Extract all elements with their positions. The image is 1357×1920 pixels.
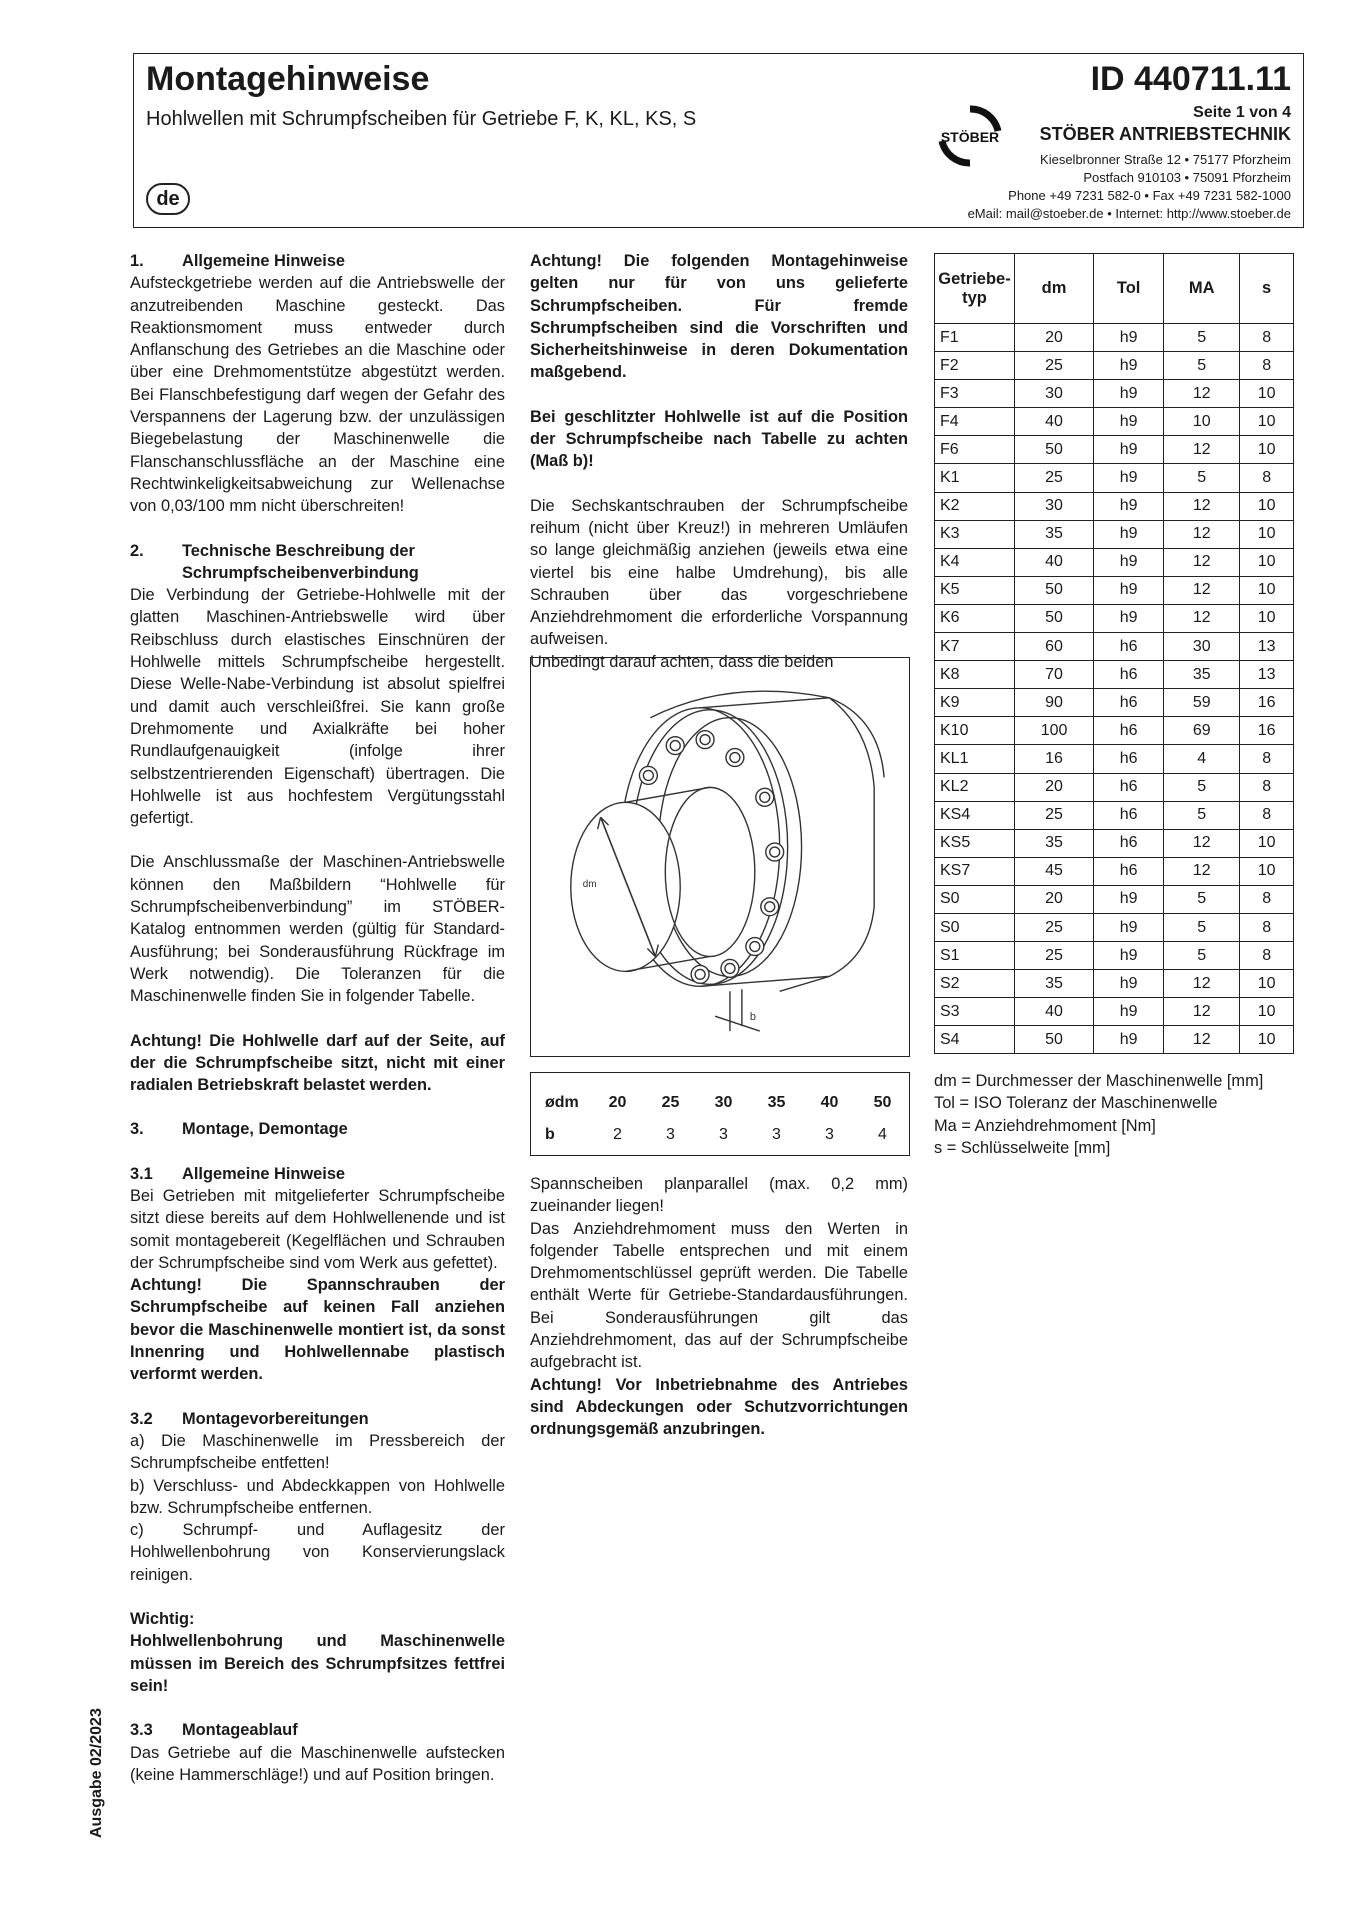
table-row	[935, 408, 1294, 436]
table-cell: 40	[820, 1094, 839, 1111]
table-cell: 50	[1015, 436, 1094, 464]
section-number: 2.	[130, 541, 144, 560]
table-cell: F1	[935, 324, 1015, 352]
section-3-2-heading	[130, 1408, 505, 1430]
language-badge: de	[146, 183, 190, 215]
email-line: eMail: mail@stoeber.de • Internet: http://www.stoeber.de	[967, 206, 1291, 221]
table-cell: 12	[1164, 857, 1240, 885]
section-1-text: Aufsteckgetriebe werden auf die Antriebswelle der anzutreibenden Maschine gesteckt. Das Reaktionsmoment muss entweder durch Anflanschung des Getriebes an die Maschine oder über eine Drehmomentstütze abgestützt werden. Bei Flanschbefestigung darf wegen der Gefahr des Verspannens der Lagerung bzw. der unzulässigen Biegebelastung der Maschinenwelle die Flanschanschlussfläche an der Maschine eine Rechtwinkeligkeitsabweichung zur Wellenachse von 0,03/100 mm nicht überschreiten!	[130, 274, 505, 516]
section-2-text: Die Verbindung der Getriebe-Hohlwelle mit der glatten Maschinen-Antriebswelle wird über Reibschluss durch elastisches Einschnüren der Hohlwelle mittels Schrumpfscheibe hergestellt. Diese Welle-Nabe-Verbindung ist absolut spielfrei und damit auch verschleißfrei. Sie kann große Drehmomente und Axialkräfte bei hoher Rundlaufgenauigkeit (infolge ihrer selbstzentrierenden Eigenschaft) übertragen. Die Hohlwelle ist aus hochfestem Vergütungsstahl gefertigt.	[130, 586, 505, 828]
table-cell: K8	[935, 661, 1015, 689]
table-row	[935, 520, 1294, 548]
table-cell: h6	[1094, 689, 1164, 717]
table-cell: KS7	[935, 857, 1015, 885]
table-cell: 20	[1015, 324, 1094, 352]
table-cell: h9	[1094, 1026, 1164, 1054]
table-cell: 10	[1240, 998, 1294, 1026]
important-title: Wichtig:	[130, 1610, 195, 1629]
table-row	[935, 773, 1294, 801]
section-number: 1.	[130, 252, 144, 270]
table-cell: 30	[1015, 492, 1094, 520]
table-cell: 12	[1164, 970, 1240, 998]
section-title: Allgemeine Hinweise	[182, 252, 346, 270]
table-cell: 3	[666, 1126, 675, 1143]
table-row	[935, 604, 1294, 632]
table-row	[935, 970, 1294, 998]
table-cell: 20	[608, 1094, 627, 1111]
table-cell: 13	[1240, 633, 1294, 661]
table-cell: h6	[1094, 801, 1164, 829]
table-cell: 8	[1240, 324, 1294, 352]
column-header-dm: dm	[1015, 254, 1094, 324]
table-cell: 25	[1015, 352, 1094, 380]
plane-parallel-note: Spannscheiben planparallel (max. 0,2 mm) zueinander liegen!	[530, 1175, 908, 1216]
table-cell: h6	[1094, 829, 1164, 857]
company-name: STÖBER ANTRIEBSTECHNIK	[1039, 124, 1291, 144]
table-cell: h9	[1094, 998, 1164, 1026]
legend-dm: dm = Durchmesser der Maschinenwelle [mm]	[934, 1072, 1264, 1090]
table-cell: 16	[1240, 717, 1294, 745]
section-3-heading	[130, 1118, 505, 1140]
document-title: Montagehinweise	[146, 60, 430, 98]
legend-s: s = Schlüsselweite [mm]	[934, 1138, 1111, 1157]
table-cell: 16	[1240, 689, 1294, 717]
table-cell: 50	[1015, 604, 1094, 632]
table-row	[935, 633, 1294, 661]
table-cell: KL1	[935, 745, 1015, 773]
table-cell: 25	[661, 1094, 680, 1111]
table-row	[935, 464, 1294, 492]
section-3-1-heading	[130, 1163, 505, 1185]
table-row	[935, 745, 1294, 773]
table-cell: K1	[935, 464, 1015, 492]
preparation-step-c: c) Schrumpf- und Auflagesitz der Hohlwellenbohrung von Konservierungslack reinigen.	[130, 1521, 505, 1584]
slotted-shaft-warning: Bei geschlitzter Hohlwelle ist auf die Position der Schrumpfscheibe nach Tabelle zu achten (Maß b)!	[530, 407, 908, 471]
section-2-heading	[130, 540, 505, 585]
table-cell: F2	[935, 352, 1015, 380]
table-cell: 25	[1015, 801, 1094, 829]
table-cell: 20	[1015, 885, 1094, 913]
table-cell: 8	[1240, 801, 1294, 829]
table-row	[935, 661, 1294, 689]
section-3-3-text: Das Getriebe auf die Maschinenwelle aufstecken (keine Hammerschläge!) und auf Position bringen.	[130, 1743, 505, 1784]
table-cell: K4	[935, 548, 1015, 576]
position-b-table-box	[530, 1072, 910, 1156]
table-cell: 100	[1015, 717, 1094, 745]
table-cell: 8	[1240, 773, 1294, 801]
table-row	[935, 352, 1294, 380]
table-cell: h6	[1094, 661, 1164, 689]
table-cell: 35	[767, 1094, 786, 1111]
middle-column	[530, 250, 908, 673]
table-cell: 12	[1164, 998, 1240, 1026]
table-row	[935, 829, 1294, 857]
stober-logo	[934, 101, 1006, 171]
table-cell: K9	[935, 689, 1015, 717]
table-row	[935, 857, 1294, 885]
table-cell: 30	[1164, 633, 1240, 661]
shrink-disc-drawing	[530, 657, 910, 1057]
table-cell: 45	[1015, 857, 1094, 885]
table-row	[935, 1026, 1294, 1054]
table-row	[935, 576, 1294, 604]
edition-label: Ausgabe 02/2023	[88, 1708, 105, 1838]
table-cell: h9	[1094, 352, 1164, 380]
middle-column-continued	[530, 1173, 908, 1441]
table-cell: 5	[1164, 885, 1240, 913]
table-row	[935, 380, 1294, 408]
table-cell: h9	[1094, 464, 1164, 492]
table-cell: 8	[1240, 352, 1294, 380]
table-row	[935, 324, 1294, 352]
legend-ma: Ma = Anziehdrehmoment [Nm]	[934, 1116, 1156, 1135]
shrink-disc-illustration	[531, 658, 909, 1056]
table-cell: h9	[1094, 576, 1164, 604]
table-cell: 8	[1240, 464, 1294, 492]
table-cell: 2	[613, 1126, 622, 1143]
table-cell: 3	[772, 1126, 781, 1143]
table-cell: S1	[935, 942, 1015, 970]
table-cell: S2	[935, 970, 1015, 998]
preparation-step-a: a) Die Maschinenwelle im Pressbereich der Schrumpfscheibe entfetten!	[130, 1431, 505, 1473]
table-cell: 35	[1015, 520, 1094, 548]
table-row	[935, 913, 1294, 941]
table-cell: 5	[1164, 464, 1240, 492]
table-cell: S3	[935, 998, 1015, 1026]
table-cell: h6	[1094, 633, 1164, 661]
table-cell: h9	[1094, 548, 1164, 576]
table-cell: 16	[1015, 745, 1094, 773]
section-2-text-connection: Die Anschlussmaße der Maschinen-Antriebswelle können den Maßbildern “Hohlwelle für Schrumpfscheibenverbindung” im STÖBER-Katalog entnommen werden (gültig für Standard-Ausführung; bei Sonderausführung Rückfrage im Werk notwendig). Die Toleranzen für die Maschinenwelle finden Sie in folgender Tabelle.	[130, 853, 505, 1006]
table-cell: S0	[935, 913, 1015, 941]
table-cell: 25	[1015, 942, 1094, 970]
table-cell: K3	[935, 520, 1015, 548]
tightening-instructions: Die Sechskantschrauben der Schrumpfscheibe reihum (nicht über Kreuz!) in mehreren Umläufen so lange gleichmäßig anziehen (jeweils etwa eine viertel bis eine halbe Umdrehung), bis alle Schrauben über das vorgeschriebene Anziehdrehmoment die erforderliche Vorspannung aufweisen.	[530, 496, 908, 649]
table-cell: 5	[1164, 942, 1240, 970]
table-cell: 8	[1240, 885, 1294, 913]
table-cell: 40	[1015, 998, 1094, 1026]
section-1-heading	[130, 250, 505, 272]
section-title: Technische Beschreibung der Schrumpfscheibenverbindung	[182, 541, 419, 582]
section-2-warning: Achtung! Die Hohlwelle darf auf der Seite, auf der die Schrumpfscheibe sitzt, nicht mit einer radialen Betriebskraft belastet werden.	[130, 1031, 505, 1095]
table-cell: 4	[878, 1126, 887, 1143]
table-cell: 10	[1240, 576, 1294, 604]
table-header-row	[935, 254, 1294, 324]
table-cell: 35	[1164, 661, 1240, 689]
table-cell: 10	[1240, 1026, 1294, 1054]
table-cell: h9	[1094, 604, 1164, 632]
position-b-table	[531, 1087, 909, 1151]
table-row	[531, 1119, 909, 1151]
document-subtitle: Hohlwellen mit Schrumpfscheiben für Getriebe F, K, KL, KS, S	[146, 108, 697, 130]
b-dimension-label: b	[749, 1011, 756, 1024]
table-cell: h9	[1094, 408, 1164, 436]
table-cell: 12	[1164, 520, 1240, 548]
section-number: 3.	[130, 1120, 144, 1139]
table-cell: 10	[1240, 604, 1294, 632]
table-cell: 10	[1240, 520, 1294, 548]
table-cell: 12	[1164, 1026, 1240, 1054]
table-cell: 10	[1240, 548, 1294, 576]
section-number: 3.2	[130, 1409, 153, 1428]
table-cell: 10	[1240, 970, 1294, 998]
table-cell: F3	[935, 380, 1015, 408]
table-cell: 3	[825, 1126, 834, 1143]
table-row	[935, 436, 1294, 464]
document-id: ID 440711.11	[1090, 60, 1291, 98]
table-cell: 10	[1240, 436, 1294, 464]
column-header-tol: Tol	[1094, 254, 1164, 324]
table-cell: h9	[1094, 913, 1164, 941]
section-title: Allgemeine Hinweise	[182, 1164, 346, 1183]
table-row	[935, 689, 1294, 717]
table-cell: h6	[1094, 773, 1164, 801]
section-title: Montage, Demontage	[182, 1120, 348, 1139]
table-cell: 25	[1015, 913, 1094, 941]
table-cell: F4	[935, 408, 1015, 436]
column-header-type: Getriebe-typ	[935, 254, 1015, 324]
table-cell: 70	[1015, 661, 1094, 689]
table-row	[935, 998, 1294, 1026]
table-row	[935, 548, 1294, 576]
table-cell: KS4	[935, 801, 1015, 829]
table-cell: 5	[1164, 801, 1240, 829]
table-cell: 10	[1240, 380, 1294, 408]
table-row	[935, 801, 1294, 829]
table-cell: 50	[1015, 576, 1094, 604]
table-cell: 30	[1015, 380, 1094, 408]
table-cell: S0	[935, 885, 1015, 913]
section-3-1-warning: Achtung! Die Spannschrauben der Schrumpfscheibe auf keinen Fall anziehen bevor die Maschinenwelle montiert ist, da sonst Innenring und Hohlwellennabe plastisch verformt werden.	[130, 1276, 505, 1384]
table-cell: 8	[1240, 745, 1294, 773]
table-cell: 25	[1015, 464, 1094, 492]
table-cell: 35	[1015, 970, 1094, 998]
left-column	[130, 250, 505, 1808]
table-cell: 10	[1240, 829, 1294, 857]
column-header-ma: MA	[1164, 254, 1240, 324]
document-header	[133, 53, 1304, 228]
table-row	[531, 1087, 909, 1119]
table-cell: h9	[1094, 885, 1164, 913]
torque-instructions: Das Anziehdrehmoment muss den Werten in folgender Tabelle entsprechen und mit einem Drehmomentschlüssel geprüft werden. Die Tabelle enthält Werte für Getriebe-Standardausführungen. Bei Sonderausführungen gilt das Anziehdrehmoment, das auf der Schrumpfscheibe aufgebracht ist.	[530, 1219, 908, 1372]
table-cell: 12	[1164, 436, 1240, 464]
table-cell: h9	[1094, 324, 1164, 352]
section-3-3-heading	[130, 1719, 505, 1741]
page-indicator: Seite 1 von 4	[1193, 104, 1291, 121]
section-number: 3.3	[130, 1721, 153, 1740]
table-cell: 50	[1015, 1026, 1094, 1054]
table-cell: 3	[719, 1126, 728, 1143]
table-cell: 8	[1240, 913, 1294, 941]
table-cell: 60	[1015, 633, 1094, 661]
table-cell: h9	[1094, 970, 1164, 998]
column-header-s: s	[1240, 254, 1294, 324]
table-cell: 12	[1164, 604, 1240, 632]
commissioning-warning: Achtung! Vor Inbetriebnahme des Antriebes sind Abdeckungen oder Schutzvorrichtungen ordnungsgemäß anzubringen.	[530, 1375, 908, 1439]
table-cell: 40	[1015, 548, 1094, 576]
table-cell: 5	[1164, 773, 1240, 801]
table-cell: 10	[1240, 857, 1294, 885]
table-cell: K2	[935, 492, 1015, 520]
table-cell: h6	[1094, 745, 1164, 773]
preparation-step-b: b) Verschluss- und Abdeckkappen von Hohlwelle bzw. Schrumpfscheibe entfernen.	[130, 1476, 505, 1517]
address-line: Kieselbronner Straße 12 • 75177 Pforzheim	[1040, 152, 1291, 167]
section-number: 3.1	[130, 1164, 153, 1183]
table-cell: 10	[1164, 408, 1240, 436]
table-cell: KS5	[935, 829, 1015, 857]
table-cell: 12	[1164, 380, 1240, 408]
table-cell: 12	[1164, 492, 1240, 520]
gearbox-specification-table	[934, 253, 1294, 1054]
table-cell: h9	[1094, 380, 1164, 408]
table-cell: 5	[1164, 913, 1240, 941]
table-body	[935, 324, 1294, 1054]
table-cell: S4	[935, 1026, 1015, 1054]
table-cell: h9	[1094, 436, 1164, 464]
table-cell: 40	[1015, 408, 1094, 436]
table-row	[935, 942, 1294, 970]
postbox-line: Postfach 910103 • 75091 Pforzheim	[1083, 170, 1291, 185]
table-cell: h9	[1094, 942, 1164, 970]
table-cell: F6	[935, 436, 1015, 464]
table-cell: 69	[1164, 717, 1240, 745]
table-cell: 4	[1164, 745, 1240, 773]
legend-tol: Tol = ISO Toleranz der Maschinenwelle	[934, 1094, 1218, 1113]
table-cell: h6	[1094, 857, 1164, 885]
table-cell: 10	[1240, 408, 1294, 436]
table-legend	[934, 1070, 1263, 1159]
table-cell: 59	[1164, 689, 1240, 717]
table-cell: 8	[1240, 942, 1294, 970]
table-cell: h6	[1094, 717, 1164, 745]
section-title: Montageablauf	[182, 1721, 298, 1740]
table-cell: 20	[1015, 773, 1094, 801]
table-row	[935, 885, 1294, 913]
table-cell: h9	[1094, 492, 1164, 520]
table-cell: 12	[1164, 548, 1240, 576]
table-cell: h9	[1094, 520, 1164, 548]
table-row	[935, 492, 1294, 520]
table-cell: 10	[1240, 492, 1294, 520]
dm-dimension-label: dm	[582, 878, 597, 890]
table-row	[935, 717, 1294, 745]
table-cell: 50	[873, 1094, 892, 1111]
table-cell: K7	[935, 633, 1015, 661]
table-cell: K5	[935, 576, 1015, 604]
section-3-1-text: Bei Getrieben mit mitgelieferter Schrumpfscheibe sitzt diese bereits auf dem Hohlwellenende und ist somit montagebereit (Kegelflächen und Schrauben der Schrumpfscheibe sind vom Werk aus gefettet).	[130, 1186, 505, 1272]
table-cell: 90	[1015, 689, 1094, 717]
important-text: Hohlwellenbohrung und Maschinenwelle müssen im Bereich des Schrumpfsitzes fettfrei sein!	[130, 1632, 505, 1695]
tightening-note-start: Unbedingt darauf achten, dass die beiden	[530, 652, 834, 671]
table-cell: b	[545, 1126, 555, 1143]
phone-line: Phone +49 7231 582-0 • Fax +49 7231 582-1000	[1008, 188, 1291, 203]
table-cell: 12	[1164, 576, 1240, 604]
table-cell: ødm	[545, 1094, 579, 1111]
table-cell: 13	[1240, 661, 1294, 689]
table-cell: KL2	[935, 773, 1015, 801]
section-title: Montagevorbereitungen	[182, 1409, 369, 1428]
table-cell: 12	[1164, 829, 1240, 857]
table-cell: 5	[1164, 324, 1240, 352]
table-cell: K10	[935, 717, 1015, 745]
table-cell: K6	[935, 604, 1015, 632]
logo-text: STÖBER	[940, 129, 1000, 145]
table-cell: 5	[1164, 352, 1240, 380]
table-cell: 35	[1015, 829, 1094, 857]
table-cell: 30	[714, 1094, 733, 1111]
delivered-shrink-disc-warning: Achtung! Die folgenden Montagehinweise gelten nur für von uns gelieferte Schrumpfscheiben. Für fremde Schrumpfscheiben sind die Vorschriften und Sicherheitshinweise in deren Dokumentation maßgebend.	[530, 252, 908, 382]
